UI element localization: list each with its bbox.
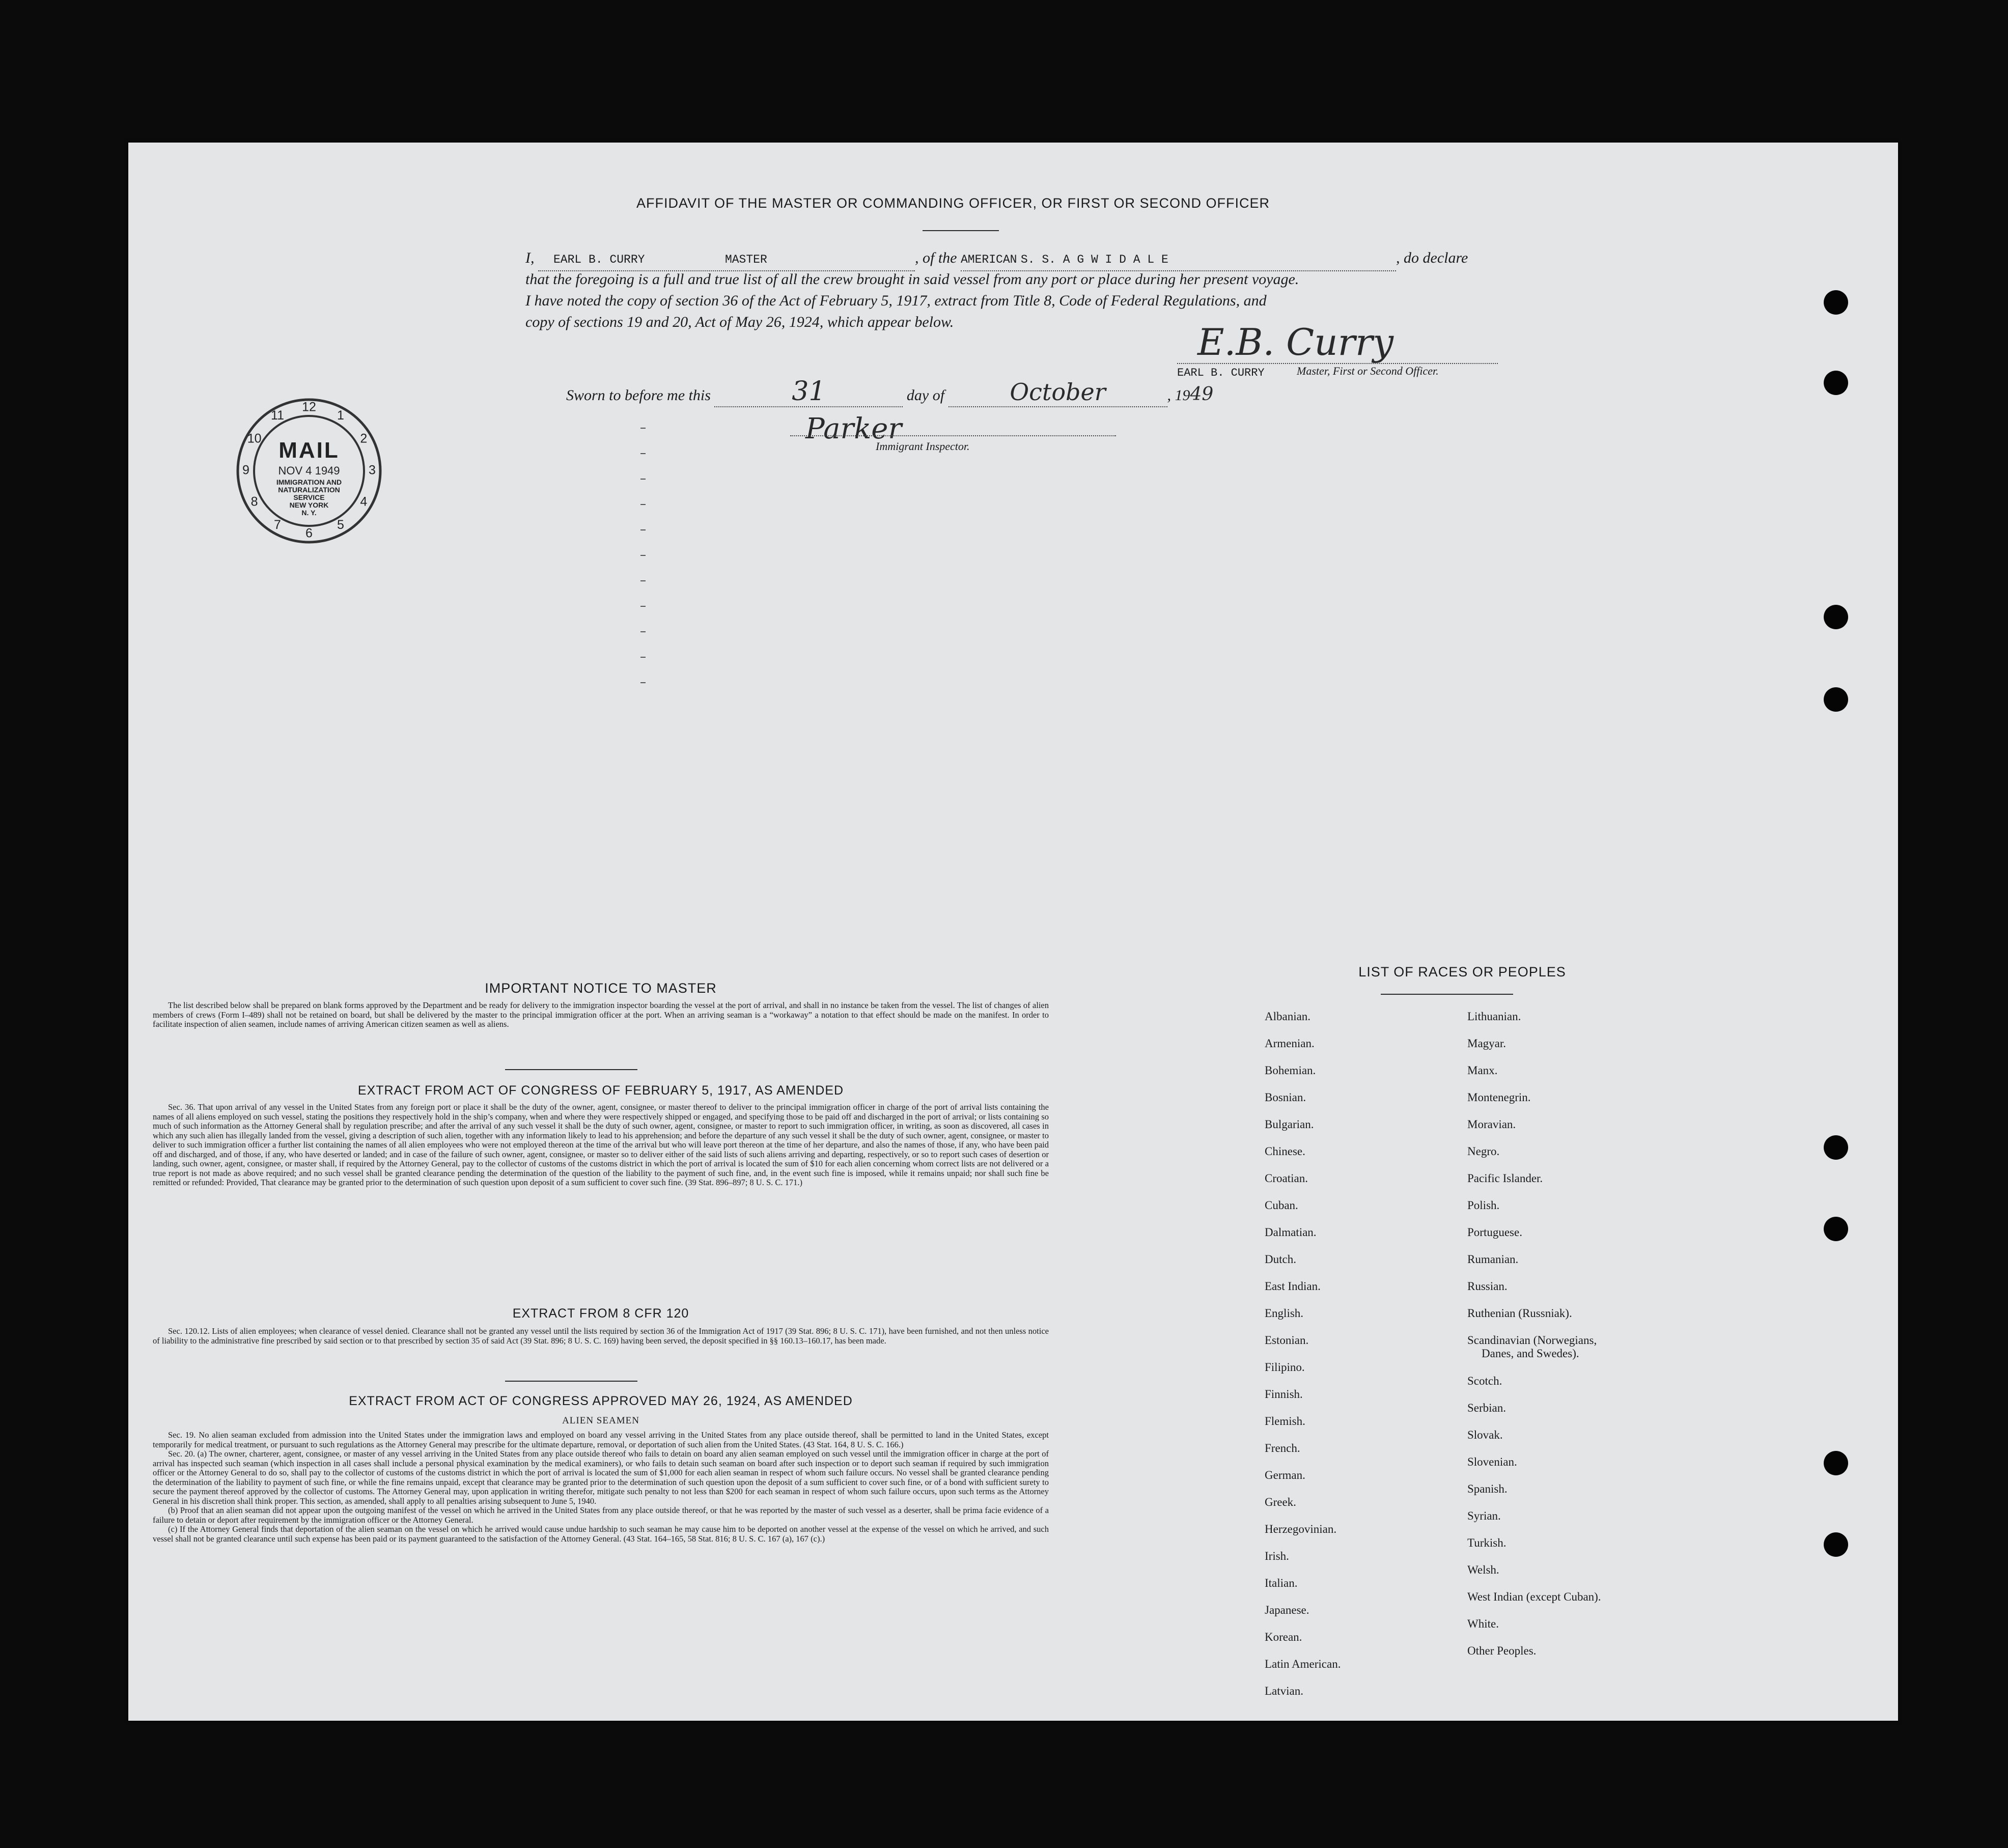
race-item: Lithuanian.	[1467, 1010, 1521, 1023]
year-prefix: , 19	[1167, 387, 1190, 404]
extract1917-paragraph: Sec. 36. That upon arrival of any vessel in the United States from any foreign port or place it shall be the duty of the owner, agent, consignee, or master thereof to deliver to the principal immigration officer in charge of the port of arrival lists containing the names of all aliens employed on such vessel, stating the positions they respectively hold in the ship’s company, when and where they were respectively shipped or engaged, and specifying those to be paid off and discharged in the port of arrival; or lists containing so much of such information as the Attorney General shall by regulation prescribe; and after the arrival of any such vessel it shall be the duty of such owner, agent, consignee, or master to report to such immigration officer, in writing, as soon as discovered, all cases in which any such alien has illegally landed from the vessel, giving a description of such alien, together with any information likely to lead to his apprehension; and before the departure of any such vessel it shall be the duty of such owner, agent, consignee, or master to deliver to such immigration officer a further list containing the names of all alien employees who were not employed thereon at the time of the arrival but who will leave port thereon at the time of her departure, and also the names of those, if any, who have been paid off and discharged, and of those, if any, who have deserted or landed; and in case of the failure of such owner, agent, consignee, or master so to deliver either of the said lists of such aliens arriving and departing, respectively, or so to report such cases of desertion or landing, such owner, agent, consignee, or master shall, if required by the Attorney General, pay to the collector of customs of the customs district in which the port of arrival is located the sum of $10 for each alien concerning whom correct lists are not delivered or a true report is not made as above required; and no such vessel shall be granted clearance pending the determination of the question of the liability to the payment of such fine, and, in the event such fine is imposed, while it remains unpaid; nor shall such fine be remitted or refunded: Provided, That clearance may be granted prior to the determination of such question upon deposit of a sum sufficient to cover such fine. (39 Stat. 896–897; 8 U. S. C. 171.)	[153, 1102, 1049, 1187]
race-item: Bulgarian.	[1265, 1118, 1314, 1131]
race-item: Chinese.	[1265, 1145, 1305, 1158]
notice-paragraph: The list described below shall be prepared on blank forms approved by the Department and be ready for delivery to the immigration inspector boarding the vessel at the port of arrival, and shall in no instance be taken from the vessel. The list of changes of alien members of crews (Form I–489) shall not be retained on board, but shall be delivered by the master to the principal immigration officer at the port. When an arriving seaman is a “workaway” a notation to that effect should be made on the manifest. In order to facilitate inspection of alien seamen, include names of arriving American citizen seamen as well as aliens.	[153, 1000, 1049, 1029]
margin-tick	[640, 631, 646, 632]
day-of-label: day of	[906, 387, 945, 404]
race-item: Moravian.	[1467, 1118, 1516, 1131]
race-item: Portuguese.	[1467, 1226, 1522, 1239]
punch-hole	[1824, 605, 1848, 629]
race-item: Turkish.	[1467, 1536, 1507, 1549]
race-item: Polish.	[1467, 1199, 1500, 1212]
master-caption: Master, First or Second Officer.	[1297, 365, 1439, 377]
stamp-dial-number: 12	[302, 400, 316, 414]
officer-field	[538, 247, 915, 271]
cfr-body	[153, 1327, 1049, 1346]
affidavit-title: AFFIDAVIT OF THE MASTER OR COMMANDING OFFICER, OR FIRST OR SECOND OFFICER	[636, 195, 1270, 211]
race-item: White.	[1467, 1617, 1499, 1630]
stamp-line5: N. Y.	[301, 509, 317, 517]
sec20b-paragraph: (b) Proof that an alien seaman did not appear upon the outgoing manifest of the vessel on which he arrived in the United States from any place outside thereof, or that he was reported by the master of such vessel as a deserter, shall be prima facie evidence of a failure to detain or deport after requirement by the immigration officer or the Attorney General.	[153, 1505, 1049, 1525]
race-item: French.	[1265, 1442, 1300, 1454]
extract1924-title: EXTRACT FROM ACT OF CONGRESS APPROVED MAY 26, 1924, AS AMENDED	[349, 1394, 853, 1408]
margin-tick	[640, 428, 646, 429]
margin-tick	[640, 682, 646, 683]
sworn-line	[566, 376, 1214, 407]
stamp-line2: NATURALIZATION	[278, 486, 340, 494]
race-item: Bohemian.	[1265, 1064, 1316, 1077]
affidavit-line3: I have noted the copy of section 36 of the Act of February 5, 1917, extract from Title 8, Code of Federal Regulations, and	[525, 292, 1267, 309]
race-item: Latvian.	[1265, 1685, 1303, 1697]
sworn-year: 49	[1190, 384, 1214, 405]
margin-tick	[640, 555, 646, 556]
stamp-dial-number: 11	[271, 408, 284, 423]
punch-hole	[1824, 1532, 1848, 1557]
extract1917-body	[153, 1103, 1049, 1188]
punch-hole	[1824, 290, 1848, 315]
race-item: Estonian.	[1265, 1334, 1309, 1347]
race-item: West Indian (except Cuban).	[1467, 1590, 1601, 1603]
extract1924-body	[153, 1431, 1049, 1544]
cfr-title: EXTRACT FROM 8 CFR 120	[512, 1306, 689, 1321]
stamp-dial-number: 9	[242, 463, 249, 478]
stamp-dial-number: 6	[305, 526, 313, 541]
vessel-name: S. S. A G W I D A L E	[1020, 253, 1168, 266]
notice-body	[153, 1001, 1049, 1029]
race-item: Irish.	[1265, 1550, 1289, 1562]
i-label: I,	[525, 249, 535, 266]
race-item: Manx.	[1467, 1064, 1498, 1077]
signature-typed-name: EARL B. CURRY	[1177, 367, 1265, 379]
of-the-label: , of the	[915, 249, 957, 266]
races-left-column	[1265, 1003, 1448, 1704]
race-item: Serbian.	[1467, 1402, 1507, 1414]
margin-tick	[640, 606, 646, 607]
race-item: Russian.	[1467, 1280, 1508, 1293]
stamp-dial-number: 7	[274, 517, 281, 532]
divider	[923, 230, 999, 231]
race-item: Dutch.	[1265, 1253, 1296, 1266]
sworn-month: October	[1010, 378, 1106, 406]
race-item: Herzegovinian.	[1265, 1523, 1337, 1535]
stamp-line1: IMMIGRATION AND	[276, 478, 342, 486]
race-item: Other Peoples.	[1467, 1644, 1537, 1657]
form-page	[128, 143, 1898, 1721]
margin-tick	[640, 580, 646, 581]
margin-tick	[640, 504, 646, 505]
sworn-day-field	[714, 376, 903, 407]
stamp-date: NOV 4 1949	[278, 464, 340, 477]
divider	[1381, 994, 1513, 995]
inspector-caption: Immigrant Inspector.	[876, 440, 970, 453]
race-item: Danes, and Swedes).	[1482, 1347, 1579, 1360]
punch-hole	[1824, 1135, 1848, 1160]
margin-tick	[640, 657, 646, 658]
vessel-nationality: AMERICAN	[961, 253, 1017, 266]
affidavit-line4: copy of sections 19 and 20, Act of May 26, 1924, which appear below.	[525, 314, 954, 330]
race-item: Albanian.	[1265, 1010, 1311, 1023]
races-title: LIST OF RACES OR PEOPLES	[1358, 964, 1566, 979]
punch-hole	[1824, 1217, 1848, 1241]
race-item: Armenian.	[1265, 1037, 1315, 1050]
race-item: Flemish.	[1265, 1415, 1305, 1427]
sworn-day: 31	[792, 376, 826, 407]
race-item: English.	[1265, 1307, 1304, 1320]
stamp-word: MAIL	[278, 438, 340, 463]
sec20c-paragraph: (c) If the Attorney General finds that deportation of the alien seaman on the vessel on which he arrived would cause undue hardship to such seaman he may cause him to be deported on another vessel at the expense of the vessel on which he arrived, and such vessel shall not be granted clearance until such expense has been paid or its payment guaranteed to the satisfaction of the Attorney General. (43 Stat. 164–165, 58 Stat. 816; 8 U. S. C. 167 (a), 167 (c).)	[153, 1524, 1049, 1544]
race-item: Italian.	[1265, 1577, 1298, 1589]
race-item: Magyar.	[1467, 1037, 1507, 1050]
races-right-column	[1467, 1003, 1732, 1664]
sec19-paragraph: Sec. 19. No alien seaman excluded from admission into the United States under the immigration laws and employed on board any vessel arriving in the United States from any place outside thereof, shall be permitted to land in the United States, except temporarily for medical treatment, or pursuant to such regulations as the Attorney General may prescribe for the ultimate departure, removal, or deportation of such alien from the United States. (43 Stat. 164, 8 U. S. C. 166.)	[153, 1430, 1049, 1449]
stamp-dial-number: 1	[337, 408, 344, 423]
master-signature: E.B. Curry	[1197, 321, 1394, 363]
stamp-line4: NEW YORK	[289, 501, 329, 509]
stamp-dial-number: 3	[369, 463, 376, 478]
stamp-dial-number: 2	[360, 431, 368, 446]
race-item: Pacific Islander.	[1467, 1172, 1543, 1185]
cfr-paragraph: Sec. 120.12. Lists of alien employees; when clearance of vessel denied. Clearance shall not be granted any vessel until the lists required by section 36 of the Immigration Act of 1917 (39 Stat. 896; 8 U. S. C. 171), have been furnished, and not then unless notice of liability to the administrative fine prescribed by said section or to that prescribed by section 35 of said Act (39 Stat. 896; 8 U. S. C. 169) having been served, the deposit specified in §§ 160.13–160.17, has been made.	[153, 1326, 1049, 1346]
sworn-month-field	[949, 378, 1167, 407]
race-item: Scandinavian (Norwegians,	[1467, 1334, 1597, 1347]
affidavit-line1	[525, 247, 1493, 271]
race-item: Ruthenian (Russniak).	[1467, 1307, 1572, 1320]
punch-hole	[1824, 371, 1848, 395]
mail-stamp	[235, 397, 383, 545]
stamp-dial-number: 4	[360, 494, 368, 509]
race-item: Welsh.	[1467, 1563, 1499, 1576]
margin-tick	[640, 453, 646, 454]
officer-name: EARL B. CURRY	[553, 253, 645, 266]
notice-title: IMPORTANT NOTICE TO MASTER	[485, 981, 717, 996]
stamp-dial-number: 5	[337, 517, 344, 532]
race-item: Finnish.	[1265, 1388, 1303, 1401]
race-item: Greek.	[1265, 1496, 1296, 1508]
race-item: Bosnian.	[1265, 1091, 1306, 1104]
race-item: Syrian.	[1467, 1509, 1501, 1522]
race-item: Montenegrin.	[1467, 1091, 1531, 1104]
race-item: Spanish.	[1467, 1482, 1508, 1495]
punch-hole	[1824, 687, 1848, 712]
extract1924-subtitle: ALIEN SEAMEN	[562, 1415, 639, 1426]
race-item: Dalmatian.	[1265, 1226, 1317, 1239]
punch-hole	[1824, 1451, 1848, 1475]
race-item: East Indian.	[1265, 1280, 1321, 1293]
divider	[505, 1381, 637, 1382]
race-item: Filipino.	[1265, 1361, 1305, 1374]
sec20a-paragraph: Sec. 20. (a) The owner, charterer, agent, consignee, or master of any vessel arriving in the United States from any place outside thereof who fails to detain on board any alien seaman employed on such vessel until the immigration officer in charge at the port of arrival has inspected such seaman (which inspection in all cases shall include a personal physical examination by the medical examiners), or who fails to detain such seaman on board after such inspection or to deport such seaman if required by such immigration officer or the Attorney General to do so, shall pay to the collector of customs of the customs district in which the port of arrival is located the sum of $1,000 for each alien seaman in respect of whom such failure occurs. No vessel shall be granted clearance pending the determination of the liability to payment of such fine, or while the fine remains unpaid, except that clearance may be granted prior to the determination of such question upon the deposit of a sum sufficient to cover such fine, or of a bond with sufficient surety to secure the payment thereof approved by the collector of customs. The Attorney General may, upon application in writing therefor, mitigate such penalty to not less than $200 for each seaman in respect of whom such failure occurs, upon such terms as the Attorney General in his discretion shall think proper. This section, as amended, shall apply to all penalties arising subsequent to June 5, 1940.	[153, 1449, 1049, 1506]
race-item: Croatian.	[1265, 1172, 1308, 1185]
affidavit-line2: that the foregoing is a full and true list of all the crew brought in said vessel from any port or place during her present voyage.	[525, 271, 1299, 288]
stamp-line3: SERVICE	[293, 493, 325, 501]
race-item: Scotch.	[1467, 1375, 1502, 1387]
margin-tick	[640, 529, 646, 530]
race-item: Rumanian.	[1467, 1253, 1519, 1266]
do-declare-label: , do declare	[1396, 249, 1468, 266]
stamp-dial-number: 10	[247, 431, 262, 446]
vessel-field	[961, 247, 1396, 271]
divider	[505, 1069, 637, 1070]
race-item: German.	[1265, 1469, 1305, 1481]
race-item: Japanese.	[1265, 1604, 1309, 1616]
stamp-agency	[235, 479, 383, 517]
race-item: Negro.	[1467, 1145, 1500, 1158]
race-item: Cuban.	[1265, 1199, 1298, 1212]
race-item: Latin American.	[1265, 1658, 1341, 1670]
stamp-dial-number: 8	[250, 494, 258, 509]
officer-rank: MASTER	[724, 253, 767, 266]
inspector-signature: Parker	[805, 412, 902, 445]
race-item: Slovak.	[1467, 1429, 1503, 1441]
sworn-label: Sworn to before me this	[566, 387, 711, 404]
race-item: Slovenian.	[1467, 1455, 1517, 1468]
race-item: Korean.	[1265, 1631, 1302, 1643]
margin-tick	[640, 479, 646, 480]
extract1917-title: EXTRACT FROM ACT OF CONGRESS OF FEBRUARY 5, 1917, AS AMENDED	[357, 1083, 844, 1098]
